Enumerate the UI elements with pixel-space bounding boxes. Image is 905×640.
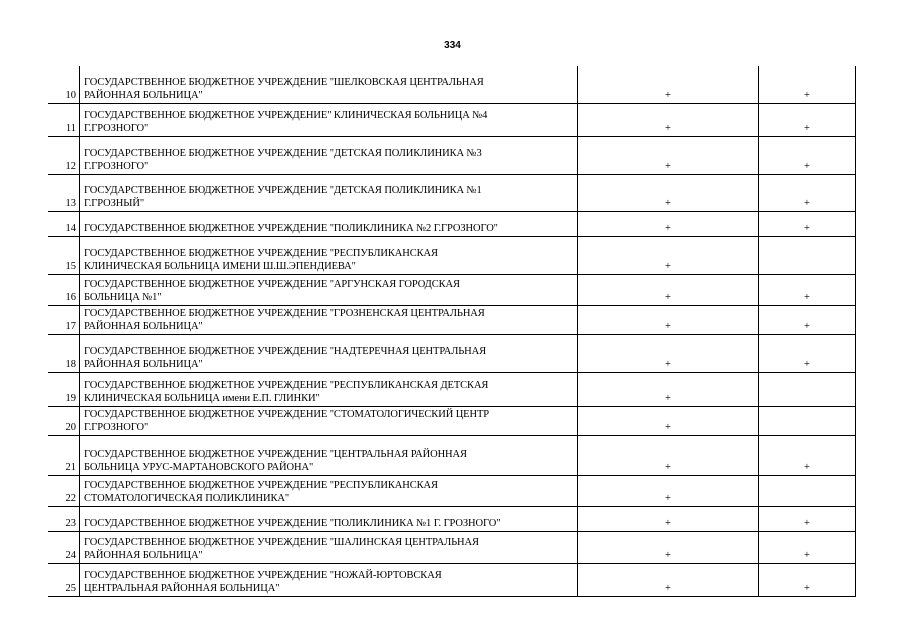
institution-name-cell	[80, 406, 578, 435]
institution-name-cell	[80, 334, 578, 372]
mark-column-2: +	[759, 103, 856, 136]
institution-name: ГОСУДАРСТВЕННОЕ БЮДЖЕТНОЕ УЧРЕЖДЕНИЕ "ДЕТСКАЯ ПОЛИКЛИНИКА №3 Г.ГРОЗНОГО"	[84, 147, 482, 172]
table-row	[48, 406, 856, 435]
table-row	[48, 334, 856, 372]
mark-column-1: +	[578, 506, 759, 531]
table-row	[48, 66, 856, 103]
mark-column-2: +	[759, 136, 856, 174]
table-row	[48, 136, 856, 174]
table-row	[48, 475, 856, 506]
row-number: 15	[48, 236, 80, 274]
mark-column-1: +	[578, 435, 759, 475]
mark-column-1: +	[578, 174, 759, 211]
institution-name-cell	[80, 66, 578, 103]
institution-name: ГОСУДАРСТВЕННОЕ БЮДЖЕТНОЕ УЧРЕЖДЕНИЕ "АРГУНСКАЯ ГОРОДСКАЯ БОЛЬНИЦА №1"	[84, 278, 460, 303]
institution-name: ГОСУДАРСТВЕННОЕ БЮДЖЕТНОЕ УЧРЕЖДЕНИЕ "ЦЕНТРАЛЬНАЯ РАЙОННАЯ БОЛЬНИЦА УРУС-МАРТАНОВСКОГО РАЙОНА"	[84, 448, 467, 473]
row-number: 19	[48, 372, 80, 406]
institution-name: ГОСУДАРСТВЕННОЕ БЮДЖЕТНОЕ УЧРЕЖДЕНИЕ "СТОМАТОЛОГИЧЕСКИЙ ЦЕНТР Г.ГРОЗНОГО"	[84, 408, 490, 433]
institution-name-cell	[80, 506, 578, 531]
mark-column-2: +	[759, 563, 856, 596]
row-number: 22	[48, 475, 80, 506]
mark-column-1: +	[578, 475, 759, 506]
table-row	[48, 563, 856, 596]
institutions-table	[48, 66, 856, 597]
institution-name: ГОСУДАРСТВЕННОЕ БЮДЖЕТНОЕ УЧРЕЖДЕНИЕ "РЕСПУБЛИКАНСКАЯ КЛИНИЧЕСКАЯ БОЛЬНИЦА ИМЕНИ Ш.Ш.ЭПЕНДИЕВА"	[84, 247, 438, 272]
table-row	[48, 531, 856, 563]
mark-column-1: +	[578, 563, 759, 596]
mark-column-2: +	[759, 531, 856, 563]
mark-column-2	[759, 475, 856, 506]
row-number: 13	[48, 174, 80, 211]
table-row	[48, 211, 856, 236]
institution-name: ГОСУДАРСТВЕННОЕ БЮДЖЕТНОЕ УЧРЕЖДЕНИЕ "ГРОЗНЕНСКАЯ ЦЕНТРАЛЬНАЯ РАЙОННАЯ БОЛЬНИЦА"	[84, 307, 485, 332]
institution-name-cell	[80, 563, 578, 596]
row-number: 10	[48, 66, 80, 103]
row-number: 14	[48, 211, 80, 236]
institution-name: ГОСУДАРСТВЕННОЕ БЮДЖЕТНОЕ УЧРЕЖДЕНИЕ "ШЕЛКОВСКАЯ ЦЕНТРАЛЬНАЯ РАЙОННАЯ БОЛЬНИЦА"	[84, 76, 484, 101]
institution-name-cell	[80, 103, 578, 136]
row-number: 20	[48, 406, 80, 435]
table-row	[48, 274, 856, 305]
mark-column-1: +	[578, 372, 759, 406]
table-row	[48, 174, 856, 211]
mark-column-1: +	[578, 274, 759, 305]
institution-name: ГОСУДАРСТВЕННОЕ БЮДЖЕТНОЕ УЧРЕЖДЕНИЕ "РЕСПУБЛИКАНСКАЯ ДЕТСКАЯ КЛИНИЧЕСКАЯ БОЛЬНИЦА имени Е.П. ГЛИНКИ"	[84, 379, 489, 404]
mark-column-1: +	[578, 531, 759, 563]
institution-name: ГОСУДАРСТВЕННОЕ БЮДЖЕТНОЕ УЧРЕЖДЕНИЕ "НОЖАЙ-ЮРТОВСКАЯ ЦЕНТРАЛЬНАЯ РАЙОННАЯ БОЛЬНИЦА"	[84, 569, 442, 594]
row-number: 11	[48, 103, 80, 136]
mark-column-1: +	[578, 305, 759, 334]
table-row	[48, 435, 856, 475]
institution-name-cell	[80, 372, 578, 406]
institution-name-cell	[80, 174, 578, 211]
table-row	[48, 506, 856, 531]
table-body	[48, 66, 856, 596]
institution-name-cell	[80, 274, 578, 305]
institution-name-cell	[80, 305, 578, 334]
mark-column-1: +	[578, 211, 759, 236]
institution-name: ГОСУДАРСТВЕННОЕ БЮДЖЕТНОЕ УЧРЕЖДЕНИЕ "НАДТЕРЕЧНАЯ ЦЕНТРАЛЬНАЯ РАЙОННАЯ БОЛЬНИЦА"	[84, 345, 487, 370]
mark-column-1: +	[578, 236, 759, 274]
row-number: 18	[48, 334, 80, 372]
mark-column-2: +	[759, 274, 856, 305]
mark-column-2: +	[759, 66, 856, 103]
mark-column-2: +	[759, 305, 856, 334]
mark-column-2: +	[759, 211, 856, 236]
institution-name-cell	[80, 531, 578, 563]
institution-name: ГОСУДАРСТВЕННОЕ БЮДЖЕТНОЕ УЧРЕЖДЕНИЕ "ДЕТСКАЯ ПОЛИКЛИНИКА №1 Г.ГРОЗНЫЙ"	[84, 184, 482, 209]
table-row	[48, 103, 856, 136]
row-number: 24	[48, 531, 80, 563]
row-number: 25	[48, 563, 80, 596]
table-row	[48, 372, 856, 406]
institution-name: ГОСУДАРСТВЕННОЕ БЮДЖЕТНОЕ УЧРЕЖДЕНИЕ "ПОЛИКЛИНИКА №2 Г.ГРОЗНОГО"	[84, 222, 498, 234]
row-number: 17	[48, 305, 80, 334]
mark-column-2	[759, 406, 856, 435]
institution-name: ГОСУДАРСТВЕННОЕ БЮДЖЕТНОЕ УЧРЕЖДЕНИЕ "РЕСПУБЛИКАНСКАЯ СТОМАТОЛОГИЧЕСКАЯ ПОЛИКЛИНИКА"	[84, 479, 438, 504]
institution-name-cell	[80, 435, 578, 475]
row-number: 21	[48, 435, 80, 475]
row-number: 12	[48, 136, 80, 174]
row-number: 23	[48, 506, 80, 531]
mark-column-1: +	[578, 66, 759, 103]
row-number: 16	[48, 274, 80, 305]
mark-column-2: +	[759, 435, 856, 475]
mark-column-2: +	[759, 174, 856, 211]
mark-column-1: +	[578, 136, 759, 174]
institution-name-cell	[80, 236, 578, 274]
table-row	[48, 305, 856, 334]
institution-name: ГОСУДАРСТВЕННОЕ БЮДЖЕТНОЕ УЧРЕЖДЕНИЕ "ШАЛИНСКАЯ ЦЕНТРАЛЬНАЯ РАЙОННАЯ БОЛЬНИЦА"	[84, 536, 479, 561]
table-row	[48, 236, 856, 274]
institution-name-cell	[80, 475, 578, 506]
mark-column-2: +	[759, 334, 856, 372]
mark-column-2	[759, 372, 856, 406]
mark-column-1: +	[578, 103, 759, 136]
page-number: 334	[444, 40, 461, 51]
mark-column-1: +	[578, 406, 759, 435]
mark-column-2	[759, 236, 856, 274]
institution-name: ГОСУДАРСТВЕННОЕ БЮДЖЕТНОЕ УЧРЕЖДЕНИЕ" КЛИНИЧЕСКАЯ БОЛЬНИЦА №4 Г.ГРОЗНОГО"	[84, 109, 488, 134]
mark-column-1: +	[578, 334, 759, 372]
mark-column-2: +	[759, 506, 856, 531]
institution-name-cell	[80, 136, 578, 174]
institution-name-cell	[80, 211, 578, 236]
institution-name: ГОСУДАРСТВЕННОЕ БЮДЖЕТНОЕ УЧРЕЖДЕНИЕ "ПОЛИКЛИНИКА №1 Г. ГРОЗНОГО"	[84, 517, 501, 529]
